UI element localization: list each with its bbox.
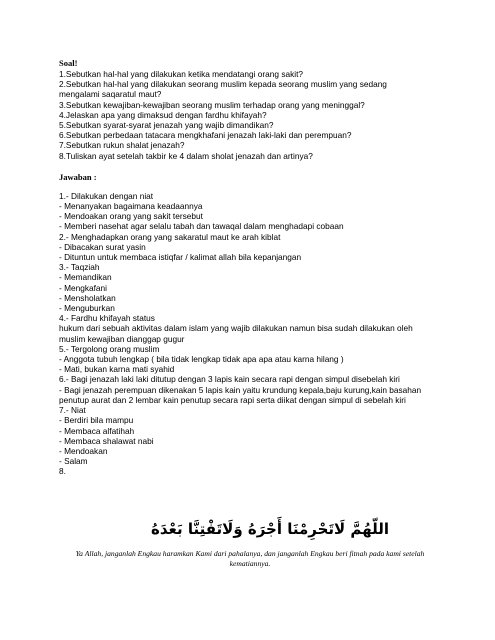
soal-item: 4.Jelaskan apa yang dimaksud dengan fardhu khifayah? xyxy=(59,109,267,120)
jawaban-line: 4.- Fardhu khifayah status xyxy=(59,313,155,324)
jawaban-line: - Dibacakan surat yasin xyxy=(59,241,146,252)
jawaban-list xyxy=(59,191,459,477)
arabic-verse: اللّهُمَّ لَاتَحْرِمْنَا أَجْرَهُ وَلَاتَفْتِنَّا بَعْدَهُ xyxy=(151,520,389,538)
jawaban-line: - Membaca alfatihah xyxy=(59,425,135,436)
soal-item: 2.Sebutkan hal-hal yang dilakukan seorang muslim kepada seorang muslim yang sedang xyxy=(59,79,387,90)
jawaban-line: - Mendoakan xyxy=(59,445,108,456)
jawaban-line: - Berdiri bila mampu xyxy=(59,415,134,426)
jawaban-line: - Anggota tubuh lengkap ( bila tidak lengkap tidak apa apa atau karna hilang ) xyxy=(59,354,344,365)
jawaban-line: muslim kewajiban dianggap gugur xyxy=(59,333,185,344)
jawaban-line: - Salam xyxy=(59,456,88,467)
soal-list xyxy=(59,69,459,161)
soal-item: 8.Tuliskan ayat setelah takbir ke 4 dalam sholat jenazah dan artinya? xyxy=(59,150,313,161)
document-body xyxy=(59,58,459,477)
jawaban-line: - Memandikan xyxy=(59,272,112,283)
soal-heading: Soal! xyxy=(59,58,78,68)
jawaban-line: - Mengkafani xyxy=(59,282,107,293)
jawaban-line: 8. xyxy=(59,466,66,477)
jawaban-line: 6.- Bagi jenazah laki laki ditutup dengan 3 lapis kain secara rapi dengan simpul disebelah kiri xyxy=(59,374,400,385)
jawaban-line: - Dituntun untuk membaca istiqfar / kalimat allah bila kepanjangan xyxy=(59,252,302,263)
soal-item: 1.Sebutkan hal-hal yang dilakukan ketika mendatangi orang sakit? xyxy=(59,69,303,79)
jawaban-line: hukum dari sebuah aktivitas dalam islam yang wajib dilakukan namun bisa sudah dilakukan oleh xyxy=(59,323,413,334)
jawaban-heading: Jawaban : xyxy=(59,171,97,182)
jawaban-line: - Mati, bukan karna mati syahid xyxy=(59,364,175,375)
jawaban-line: - Mensholatkan xyxy=(59,292,116,303)
soal-item: mengalami saqaratul maut? xyxy=(59,89,162,100)
jawaban-line: - Memberi nasehat agar selalu tabah dan tawaqal dalam menghadapi cobaan xyxy=(59,221,344,232)
jawaban-line: - Mendoakan orang yang sakit tersebut xyxy=(59,211,203,222)
jawaban-line: 5.- Tergolong orang muslim xyxy=(59,343,160,354)
soal-item: 5.Sebutkan syarat-syarat jenazah yang wajib dimandikan? xyxy=(59,120,274,131)
jawaban-line: 3.- Taqziah xyxy=(59,262,100,273)
verse-translation: Ya Allah, janganlah Engkau haramkan Kami dari pahalanya, dan janganlah Engkau beri fitnah pada kami setelah kematiannya. xyxy=(75,549,425,568)
soal-item: 3.Sebutkan kewajiban-kewajiban seorang muslim terhadap orang yang meninggal? xyxy=(59,99,365,110)
jawaban-line: - Menguburkan xyxy=(59,303,115,314)
jawaban-line: - Membaca shalawat nabi xyxy=(59,435,154,446)
jawaban-line: 2.- Menghadapkan orang yang sakaratul maut ke arah kiblat xyxy=(59,231,281,242)
jawaban-line: - Menanyakan bagaimana keadaannya xyxy=(59,201,203,212)
soal-item: 7.Sebutkan rukun shalat jenazah? xyxy=(59,140,185,151)
jawaban-line: 1.- Dilakukan dengan niat xyxy=(59,190,154,201)
soal-item: 6.Sebutkan perbedaan tatacara mengkhafani jenazah laki-laki dan perempuan? xyxy=(59,130,352,141)
jawaban-line: 7.- Niat xyxy=(59,405,86,416)
jawaban-line: - Bagi jenazah perempuan dikenakan 5 lapis kain yaitu krundung kepala,baju kurung,kain basahan xyxy=(59,384,422,395)
jawaban-line: penutup aurat dan 2 lembar kain penutup secara rapi serta diikat dengan simpul di sebelah kiri xyxy=(59,394,406,405)
